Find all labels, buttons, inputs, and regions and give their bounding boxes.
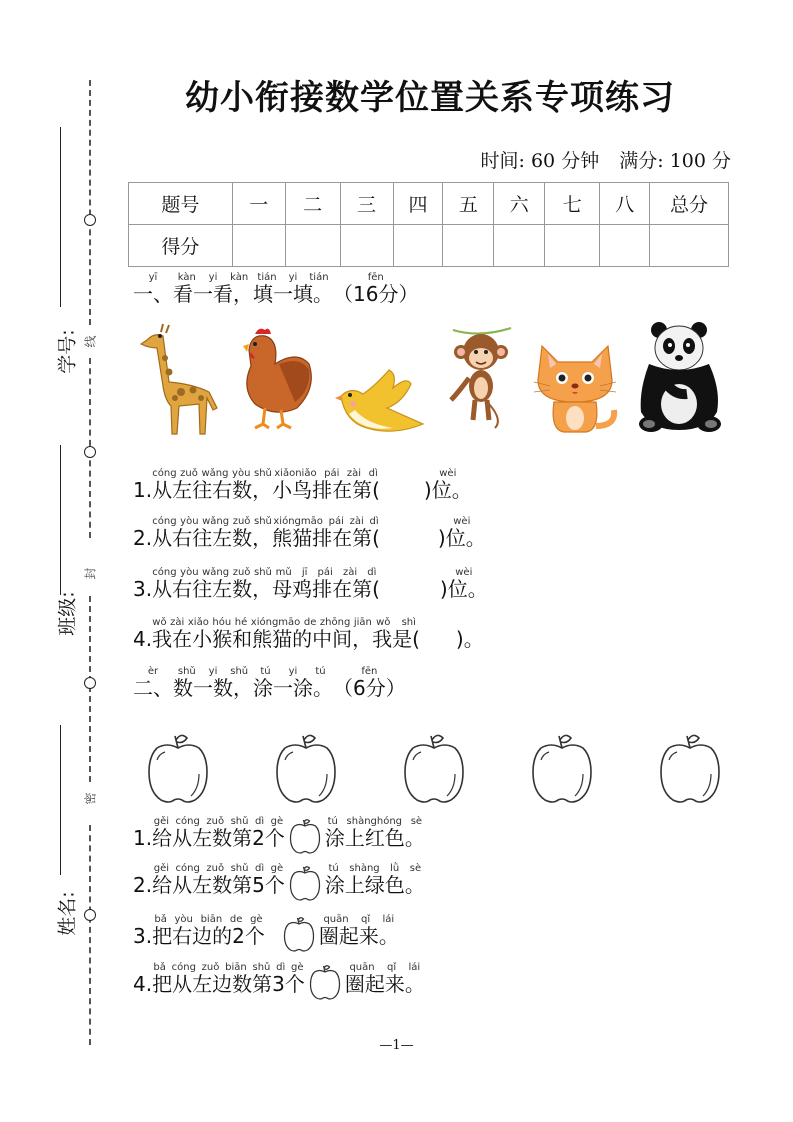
question-text: 涂上绿色。tú shàng lǜ sè: [324, 863, 425, 897]
question-1-2: 2.从右往左数，cóng yòu wǎng zuǒ shǔ熊猫排在第(xióngmāo pái zài dì)位。wèi: [133, 516, 486, 550]
apple-row: [133, 730, 733, 810]
apple-icon: [283, 915, 315, 953]
binding-hole-icon: [84, 909, 96, 921]
score-input-cell[interactable]: [650, 225, 729, 267]
cut-line: [89, 80, 91, 325]
question-text: )位。wèi: [439, 567, 488, 601]
animal-row: [133, 318, 733, 440]
hen-icon: [235, 324, 317, 432]
apple-icon: [309, 963, 341, 1001]
apple-icon: [289, 817, 321, 855]
section1-heading: [133, 272, 418, 307]
question-text: 涂上红色。tú shànghóng sè: [324, 816, 425, 850]
heading-part: 涂一涂。tú yi tú: [253, 666, 333, 700]
heading-part: 看一看，kàn yi kàn: [173, 272, 253, 306]
binding-margin: [0, 0, 125, 1122]
score-input-cell[interactable]: [494, 225, 545, 267]
question-text: 从左往右数，cóng zuǒ wǎng yòu shǔ: [152, 468, 273, 502]
question-text: 母鸡排在第(mǔ jī pái zài dì: [272, 567, 380, 601]
heading-part: 数一数，shǔ yi shǔ: [173, 666, 253, 700]
score-input-cell[interactable]: [600, 225, 650, 267]
question-text: 从右往左数，cóng yòu wǎng zuǒ shǔ: [152, 567, 273, 601]
giraffe-icon: [133, 322, 221, 438]
student-id-field[interactable]: [60, 127, 61, 307]
score-table: [128, 182, 729, 267]
apple-icon[interactable]: [275, 730, 337, 806]
binding-hole-icon: [84, 446, 96, 458]
question-text: 把从左边数第3个bǎ cóng zuǒ biān shǔ dì gè: [152, 962, 305, 996]
section2-heading: [133, 666, 406, 701]
question-text: 给从左数第2个gěi cóng zuǒ shǔ dì gè: [152, 816, 285, 850]
question-text: 我是(wǒ shì: [372, 617, 420, 651]
score-input-cell[interactable]: [232, 225, 285, 267]
table-cell: 三: [340, 183, 393, 225]
heading-part: 二、èr: [133, 666, 173, 700]
full-score: 满分: 100 分: [619, 150, 731, 172]
table-cell: 二: [285, 183, 340, 225]
monkey-icon: [443, 324, 521, 432]
exam-meta: [467, 146, 731, 173]
panda-icon: [631, 320, 727, 434]
score-input-cell[interactable]: [340, 225, 393, 267]
question-text: )位。wèi: [437, 516, 486, 550]
heading-part: 一、yī: [133, 272, 173, 306]
cut-word-seal: 封: [83, 567, 98, 580]
question-2-1: 1.给从左数第2个gěi cóng zuǒ shǔ dì gè涂上红色。tú shànghóng sè: [133, 816, 425, 855]
question-text: 圈起来。quān qǐ lái: [344, 962, 425, 996]
question-text: 从右往左数，cóng yòu wǎng zuǒ shǔ: [152, 516, 273, 550]
question-text: 圈起来。quān qǐ lái: [318, 914, 399, 948]
table-cell: 五: [443, 183, 494, 225]
apple-icon[interactable]: [659, 730, 721, 806]
cut-word-line: 线: [83, 335, 98, 348]
name-label: 姓名:: [56, 891, 79, 936]
table-cell: 八: [600, 183, 650, 225]
table-cell: 六: [494, 183, 545, 225]
heading-part: （6分）fēn: [333, 666, 406, 700]
binding-hole-icon: [84, 677, 96, 689]
bird-icon: [333, 364, 425, 438]
score-table-score-row: [129, 225, 729, 267]
student-id-label: 学号:: [56, 329, 79, 374]
question-text: 熊猫排在第(xióngmāo pái zài dì: [272, 516, 380, 550]
apple-icon: [289, 864, 321, 902]
question-text: )。: [455, 627, 484, 651]
table-cell: 得分: [129, 225, 233, 267]
class-label: 班级:: [56, 591, 79, 636]
question-1-3: 3.从右往左数，cóng yòu wǎng zuǒ shǔ母鸡排在第(mǔ jī pái zài dì)位。wèi: [133, 567, 488, 601]
question-2-3: 3.把右边的2个bǎ yòu biān de gè圈起来。quān qǐ lái: [133, 914, 399, 953]
question-text: 给从左数第5个gěi cóng zuǒ shǔ dì gè: [152, 863, 285, 897]
class-field[interactable]: [60, 445, 61, 595]
table-cell: 总分: [650, 183, 729, 225]
cat-icon: [528, 340, 622, 436]
binding-hole-icon: [84, 214, 96, 226]
score-input-cell[interactable]: [545, 225, 600, 267]
score-table-header-row: [129, 183, 729, 225]
table-cell: 一: [232, 183, 285, 225]
cut-line: [89, 596, 91, 782]
question-text: 把右边的2个bǎ yòu biān de gè: [152, 914, 265, 948]
heading-part: （16分）fēn: [333, 272, 419, 306]
name-field[interactable]: [60, 725, 61, 875]
apple-icon[interactable]: [531, 730, 593, 806]
apple-icon[interactable]: [403, 730, 465, 806]
cut-line: [89, 825, 91, 1045]
page-number: —1—: [379, 1038, 414, 1053]
question-2-4: 4.把从左边数第3个bǎ cóng zuǒ biān shǔ dì gè圈起来。quān qǐ lái: [133, 962, 425, 1001]
table-cell: 题号: [129, 183, 233, 225]
table-cell: 七: [545, 183, 600, 225]
score-input-cell[interactable]: [285, 225, 340, 267]
question-text: 我在小猴和熊猫的中间，wǒ zài xiǎo hóu hé xióngmāo de zhōng jiān: [152, 617, 373, 651]
score-input-cell[interactable]: [393, 225, 443, 267]
page-title: 幼小衔接数学位置关系专项练习: [185, 78, 675, 118]
question-2-2: 2.给从左数第5个gěi cóng zuǒ shǔ dì gè涂上绿色。tú shàng lǜ sè: [133, 863, 425, 902]
cut-word-secret: 密: [83, 792, 98, 805]
question-text: )位。wèi: [423, 468, 472, 502]
heading-part: 填一填。tián yi tián: [253, 272, 333, 306]
time-limit: 时间: 60 分钟: [480, 150, 600, 172]
apple-icon[interactable]: [147, 730, 209, 806]
score-input-cell[interactable]: [443, 225, 494, 267]
question-1-1: 1.从左往右数，cóng zuǒ wǎng yòu shǔ小鸟排在第(xiǎoniǎo pái zài dì)位。wèi: [133, 468, 472, 502]
question-text: 小鸟排在第(xiǎoniǎo pái zài dì: [272, 468, 380, 502]
question-1-4: 4.我在小猴和熊猫的中间，wǒ zài xiǎo hóu hé xióngmāo de zhōng jiān我是(wǒ shì)。: [133, 617, 484, 651]
table-cell: 四: [393, 183, 443, 225]
